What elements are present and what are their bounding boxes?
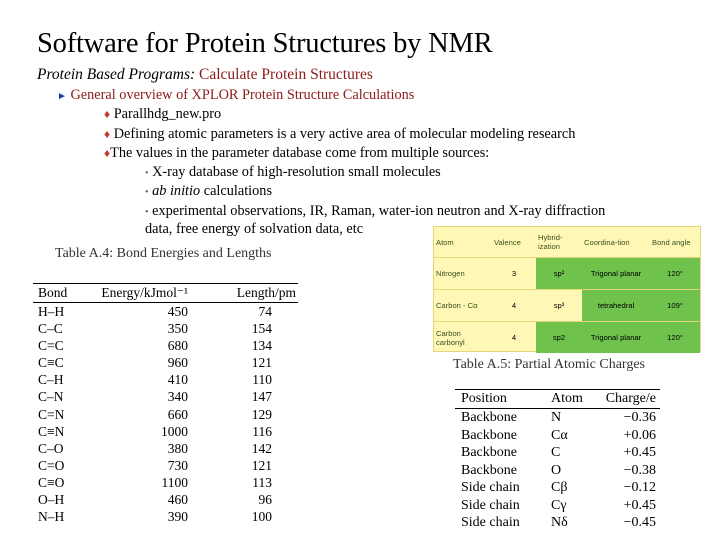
table-a5-row-cell: +0.45 bbox=[623, 497, 656, 513]
source-abinitio-text: calculations bbox=[203, 183, 273, 199]
table-a5-header: Atom bbox=[539, 390, 601, 409]
source-abinitio bbox=[145, 183, 272, 200]
table-a5-row bbox=[455, 514, 660, 532]
table-a4-row-cell: 110 bbox=[252, 372, 272, 388]
table-a4-row-cell: 340 bbox=[167, 389, 188, 405]
table-a4-row-cell: 1000 bbox=[161, 423, 188, 439]
table-a4-row bbox=[33, 491, 298, 508]
sub-bullet-values-text: The values in the parameter database come from multiple sources: bbox=[110, 145, 490, 161]
param-row-cell: 120° bbox=[650, 258, 700, 290]
param-row-cell: sp2 bbox=[536, 322, 582, 354]
param-row-cell: tetrahedral bbox=[582, 290, 650, 322]
table-a5-row bbox=[455, 479, 660, 497]
sub-bullet-parallhdg-text: Parallhdg_new.pro bbox=[113, 106, 222, 122]
atom-parameter-table bbox=[433, 226, 701, 352]
table-a4-row-cell: 134 bbox=[251, 338, 272, 354]
param-row-cell: sp² bbox=[536, 258, 582, 290]
table-a4-row-cell: 350 bbox=[167, 321, 188, 337]
table-a5-row-cell: +0.06 bbox=[623, 427, 656, 443]
param-header: Bond angle bbox=[652, 237, 691, 247]
table-a4-row-cell: 154 bbox=[251, 321, 272, 337]
table-a4-row-cell: 460 bbox=[167, 492, 188, 508]
table-a4-row-cell: 142 bbox=[251, 440, 272, 456]
table-a4-row-cell: 129 bbox=[251, 406, 272, 422]
table-a5-row-cell: N bbox=[551, 410, 562, 425]
table-a4-row bbox=[33, 371, 298, 388]
table-a5-row-cell: −0.36 bbox=[623, 410, 656, 425]
param-row-cell: 120° bbox=[650, 322, 700, 354]
table-a4-row-cell: 730 bbox=[167, 457, 188, 473]
table-a4-row-cell: C–O bbox=[38, 440, 64, 456]
table-a4-row-cell: C–C bbox=[38, 321, 63, 337]
param-header: Coordina-tion bbox=[584, 237, 630, 247]
dot-bullet-icon: • bbox=[145, 207, 149, 218]
table-a4-row-cell: C–H bbox=[38, 372, 64, 388]
param-row-cell: 109° bbox=[650, 290, 700, 322]
triangle-bullet-icon: ► bbox=[57, 91, 67, 102]
table-a4-row-cell: 1100 bbox=[161, 474, 188, 490]
table-a5-row-cell: Backbone bbox=[461, 462, 517, 478]
table-a4-row-cell: C≡N bbox=[38, 423, 65, 439]
bullet-xplor-text: General overview of XPLOR Protein Structure Calculations bbox=[70, 87, 415, 103]
table-a4-row-cell: 116 bbox=[252, 423, 272, 439]
table-a5-row-cell: Side chain bbox=[461, 515, 520, 530]
table-a5-row-cell: Nδ bbox=[551, 515, 568, 530]
table-a4-row-cell: 147 bbox=[251, 389, 272, 405]
subtitle-rest: Calculate Protein Structures bbox=[199, 66, 373, 83]
table-a4-row bbox=[33, 388, 298, 405]
table-a4-row bbox=[33, 440, 298, 457]
source-experimental-cont: data, free energy of solvation data, etc bbox=[145, 221, 364, 237]
table-a4-header: Energy/kJmol⁻¹ bbox=[90, 284, 188, 303]
table-a4-row-cell: 121 bbox=[251, 355, 272, 371]
param-header: Hybrid-ization bbox=[538, 233, 563, 251]
table-a4-row bbox=[33, 354, 298, 371]
param-header: Valence bbox=[494, 237, 521, 247]
table-a4-row bbox=[33, 406, 298, 423]
table-a4-row-cell: 113 bbox=[252, 474, 272, 490]
table-a4-row bbox=[33, 508, 298, 525]
diamond-bullet-icon: ♦ bbox=[104, 127, 111, 141]
table-a4-row-cell: C=N bbox=[38, 406, 65, 422]
bullet-xplor bbox=[57, 87, 414, 104]
sub-bullet-defining bbox=[104, 126, 575, 143]
table-a4-row-cell: 100 bbox=[251, 509, 272, 525]
table-a5-row bbox=[455, 409, 660, 427]
param-row-cell: Carbon carbonyl bbox=[434, 322, 492, 354]
table-a5-row-cell: Backbone bbox=[461, 427, 517, 443]
param-row-cell: 4 bbox=[492, 290, 536, 322]
table-a4-row bbox=[33, 303, 298, 321]
source-experimental bbox=[145, 203, 605, 220]
table-a5-row-cell: Cβ bbox=[551, 480, 568, 495]
table-a4-row bbox=[33, 474, 298, 491]
table-a5-row bbox=[455, 497, 660, 515]
param-row-cell: Nitrogen bbox=[434, 258, 492, 290]
dot-bullet-icon: • bbox=[145, 187, 149, 198]
param-row-cell: Trigonal planar bbox=[582, 322, 650, 354]
table-a5-row-cell: −0.38 bbox=[623, 462, 656, 478]
table-a5-row bbox=[455, 462, 660, 480]
table-a4-row bbox=[33, 320, 298, 337]
table-a4-row-cell: 680 bbox=[167, 338, 188, 354]
table-a4-row-cell: 96 bbox=[258, 492, 272, 508]
table-a5-row-cell: O bbox=[551, 462, 562, 478]
table-a4-header: Bond bbox=[33, 284, 90, 303]
table-a4-row-cell: 380 bbox=[167, 440, 188, 456]
table-a4-row-cell: H–H bbox=[38, 304, 65, 319]
table-a4-header: Length/pm bbox=[188, 284, 298, 303]
table-a4 bbox=[33, 283, 298, 525]
table-a5-row bbox=[455, 444, 660, 462]
table-a4-row-cell: O–H bbox=[38, 492, 65, 508]
table-a4-row bbox=[33, 457, 298, 474]
sub-bullet-defining-text: Defining atomic parameters is a very active area of molecular modeling research bbox=[113, 126, 576, 142]
table-a4-row bbox=[33, 423, 298, 440]
table-a4-row-cell: C≡C bbox=[38, 355, 64, 371]
table-a5-row-cell: +0.45 bbox=[623, 445, 656, 460]
param-row bbox=[434, 290, 700, 322]
table-a5-row-cell: Backbone bbox=[461, 445, 517, 460]
table-a4-header-row bbox=[33, 284, 298, 303]
table-a5-row-cell: Side chain bbox=[461, 480, 520, 495]
param-row bbox=[434, 258, 700, 290]
table-a5-row-cell: −0.12 bbox=[623, 480, 656, 495]
slide-title: Software for Protein Structures by NMR bbox=[37, 28, 493, 59]
param-header-row bbox=[434, 227, 700, 258]
table-a4-row-cell: 74 bbox=[258, 304, 272, 319]
param-header: Atom bbox=[436, 237, 454, 247]
table-a4-row-cell: 660 bbox=[167, 406, 188, 422]
table-a5-row-cell: Backbone bbox=[461, 410, 517, 425]
param-row-cell: 4 bbox=[492, 322, 536, 354]
table-a5-header-row bbox=[455, 390, 660, 409]
param-row-cell: 3 bbox=[492, 258, 536, 290]
sub-bullet-values bbox=[104, 145, 489, 162]
table-a5-row bbox=[455, 427, 660, 445]
source-xray-text: X-ray database of high-resolution small molecules bbox=[152, 164, 441, 180]
table-a5-row-cell: −0.45 bbox=[623, 515, 656, 530]
sub-bullet-parallhdg bbox=[104, 106, 221, 123]
source-xray bbox=[145, 164, 441, 181]
table-a5-row-cell: Cγ bbox=[551, 497, 567, 513]
table-a5 bbox=[455, 389, 660, 532]
table-a4-row-cell: C=O bbox=[38, 457, 65, 473]
table-a5-caption: Table A.5: Partial Atomic Charges bbox=[453, 357, 646, 372]
table-a5-row-cell: C bbox=[551, 445, 561, 460]
param-row-cell: sp³ bbox=[536, 290, 582, 322]
dot-bullet-icon: • bbox=[145, 168, 149, 179]
table-a4-row-cell: C≡O bbox=[38, 474, 65, 490]
table-a4-row-cell: 410 bbox=[167, 372, 188, 388]
param-row-cell: Carbon - Cα bbox=[434, 290, 492, 322]
table-a4-row-cell: 960 bbox=[167, 355, 188, 371]
param-row-cell: Trigonal planar bbox=[582, 258, 650, 290]
table-a4-row-cell: 450 bbox=[167, 304, 188, 319]
table-a4-row-cell: C–N bbox=[38, 389, 64, 405]
table-a5-header: Position bbox=[455, 390, 539, 409]
slide-subtitle bbox=[37, 66, 373, 84]
param-row bbox=[434, 322, 700, 354]
source-abinitio-italic: ab initio bbox=[152, 183, 201, 199]
subtitle-italic: Protein Based Programs: bbox=[37, 66, 196, 83]
source-experimental-text: experimental observations, IR, Raman, water-ion neutron and X-ray diffraction bbox=[152, 203, 606, 219]
diamond-bullet-icon: ♦ bbox=[104, 146, 111, 160]
table-a5-header: Charge/e bbox=[601, 390, 660, 409]
table-a4-row-cell: C=C bbox=[38, 338, 64, 354]
table-a4-row bbox=[33, 337, 298, 354]
table-a5-row-cell: Cα bbox=[551, 427, 568, 443]
table-a4-caption: Table A.4: Bond Energies and Lengths bbox=[55, 246, 272, 261]
table-a5-row-cell: Side chain bbox=[461, 497, 520, 513]
diamond-bullet-icon: ♦ bbox=[104, 107, 111, 121]
table-a4-row-cell: N–H bbox=[38, 509, 65, 525]
table-a4-row-cell: 121 bbox=[251, 457, 272, 473]
table-a4-row-cell: 390 bbox=[167, 509, 188, 525]
